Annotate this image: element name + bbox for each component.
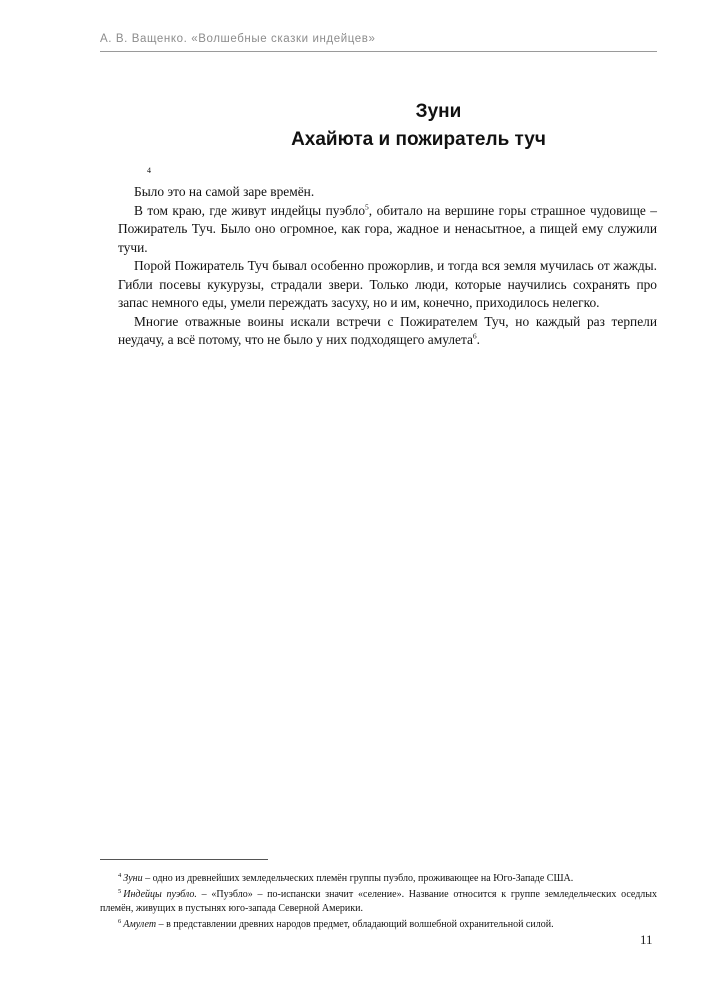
paragraph-1 [118,183,657,202]
paragraph-4-text-b: . [476,332,481,347]
footnote-4-text: – одно из древнейших земледельческих племён группы пуэбло, проживающее на Юго-Западе США. [142,873,574,884]
footnote-5 [100,888,657,916]
page-number: 11 [640,932,653,947]
footnote-6-term: Амулет [123,919,157,930]
footnote-6-number: 6 [118,917,122,925]
footnote-6 [100,918,657,932]
running-header: А. В. Ващенко. «Волшебные сказки индейцев» [100,33,376,45]
title-footnote-marker: 4 [147,166,151,175]
paragraph-3-text: Порой Пожиратель Туч бывал особенно прожорлив, и тогда вся земля мучилась от жажды. Гибли посевы кукурузы, страдали звери. Только люди, которые научились сохранять про запас немного еды, умели переждать засуху, но и им, конечно, приходилось нелегко. [118,258,657,310]
footnote-6-text: – в представлении древних народов предмет, обладающий волшебной охранительной силой. [156,919,554,930]
paragraph-3 [118,257,657,313]
chapter-title [100,98,657,154]
paragraph-2-text-b: , обитало на вершине горы страшное чудовище – Пожиратель Туч. Было оно огромное, как гора, жадное и ненасытное, а пищей ему служили тучи. [118,202,657,255]
paragraph-1-text: Было это на самой заре времён. [134,184,315,199]
footnote-4-term: Зуни [123,873,143,884]
story-text [118,183,657,350]
paragraph-4-text-a: Многие отважные воины искали встречи с Пожирателем Туч, но каждый раз терпели неудачу, а всё потому, что не было у них подходящего амулета [118,313,657,347]
footnotes [100,872,657,934]
title-story: Ахайюта и пожиратель туч [291,129,546,150]
footnote-5-number: 5 [118,887,122,895]
footnote-divider [100,859,268,860]
paragraph-2-text-a: В том краю, где живут индейцы пуэбло [134,202,366,218]
footnote-5-term: Индейцы пуэбло. [123,889,197,900]
header-divider [100,51,657,52]
paragraph-2 [118,202,657,258]
title-tribe: Зуни [415,101,462,122]
footnote-ref-5: 5 [365,202,369,212]
footnote-5-text: – «Пуэбло» – по-испански значит «селение». Название относится к группе земледельческих оседлых племён, живущих в пустынях юго-запада Северной Америки. [100,889,657,914]
footnote-4-number: 4 [118,871,122,879]
footnote-ref-6: 6 [472,331,477,341]
footnote-4 [100,872,657,886]
paragraph-4 [118,313,657,350]
